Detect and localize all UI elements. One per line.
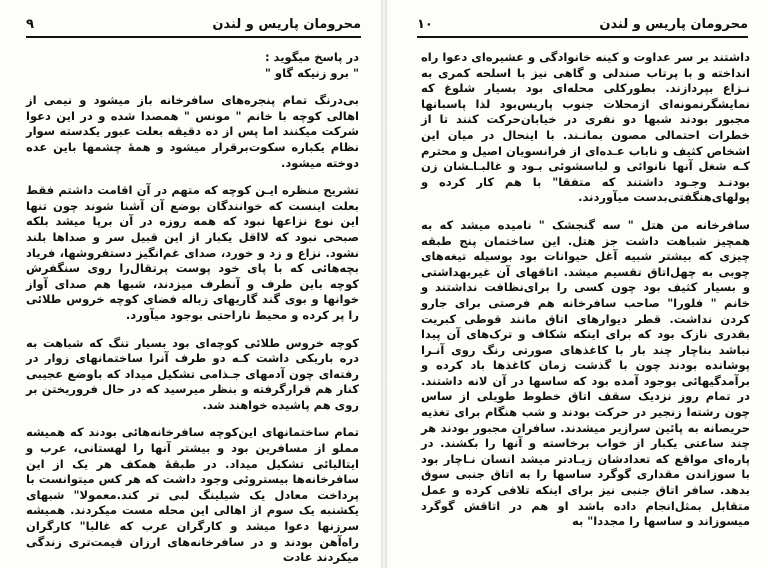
page-header [417,16,748,38]
running-title: محرومان پاریس و لندن [212,17,361,32]
paragraph: " برو زنیکه گاو " [264,65,359,80]
right-page [387,0,768,568]
page-body [421,50,750,568]
paragraph: تمام ساختمانهای این‌کوچه سافرخانه‌هائی بودند که همیشه مملو از مسافرین بود و بیشتر آنها را لهستانی، عرب و ایتالیائی تشکیل میداد. در طبقهٔ همکف هر یک از این سافرخانه‌ها بیستروئی وجود داشت که هر کس میتوانست با پرداخت معادل یک شیلینگ لبی تر کند.معمولا" شبهای یکشنبه یک سوم از اهالی این محله مست میکردند. همیشه سرزنها دعوا میشد و کارگران عرب که غالبا" کارگران راه‌آهن بودند و در سافرخانه‌های ارزان قیمت‌تری زندگی میکردند عادت [26,425,359,565]
page-number: ۱۰ [417,17,433,32]
paragraph: بی‌درنگ تمام پنجره‌های سافرخانه باز میشود و نیمی از اهالی کوچه با خانم " مونس " همصدا شده و در این دعوا شرکت میکنند اما پس از ده دقیقه بعلت عبور یکدسته سوار نظام یکباره سکوت‌برقرار میشود و همهٔ چشمها باین عده دوخته میشود. [26,93,359,170]
paragraph: سافرخانه من هتل " سه گنجشک " نامیده میشد که به همچیز شباهت داشت جز هتل. این ساختمان پنج طبقه چیزی که بیشتر شبیه آغل حیوانات بود بوسیله تیغه‌های چوبی به چهل‌اتاق تقسیم میشد. اتاقهای آن غیربهداشتی و بسیار کثیف بود چون کسی را برای‌نظافت نداشتند و خانم " فلورا" صاحب سافرخانه هم فرصتی برای جارو کردن نداشت. قطر دیوارهای اتاق مانند قوطی کبریت بقدری نازک بود که برای اینکه شکاف و ترک‌های آن پیدا نباشد بناچار چند بار با کاغذهای صورتی رنگ روی آنـرا پوشانده بودند چون با گذشت زمان کاغذها باد کرده و برآمدگیهائی بوجود آمده بود که ساسها در آن لانه داشتند. در تمام روز نزدیک سقف اتاق خطوط طویلی از ساس چون رشته‌ا زنجیر در حرکت بودند و شب هنگام برای تغذیه حریصانه به پائین سرازیر میشدند. سافران مجبور بودند هر چند ساعتی یکبار از خواب برخاسته و آنها را بکشند. در پاره‌ای مواقع که تعدادشان زیـادتر میشد انسان نـاچار بود با سوزاندن مقداری گوگرد ساسها را به اتاق جنبی سوق بدهد. سافر اتاق جنبی نیز برای اینکه تلافی کرده و عمل متقابل بمثل‌انجام داده باشد او هم در اتاقش گوگرد میسوزاند و ساسها را مجددا" به [421,217,750,529]
page-number: ۹ [26,17,34,32]
running-title: محرومان پاریس و لندن [599,17,748,32]
left-page [0,0,381,568]
page-header [26,16,361,38]
paragraph: داشتند بر سر عداوت و کینه خانوادگی و عشیره‌ای دعوا راه انداخته و با پرتاب صندلی و گاهی نیز با اسلحه کمری به نـزاع بپردازند. بطورکلی محله‌ای بود بسیار شلوغ که نمایشگرنمونه‌ای ازمحلات جنوب پاریس‌بود لذا پاسبانها مجبور بودند شبها دو نفری در خیابان‌حرکت کنند تا از خطرات احتمالی مصون بمانـند. با اینحال در میان این اشخاص کثیف و ناباب عـده‌ای از فرانسویان اصیل و محترم کـه شغل آنها نانوائی و لباسشوئی بـود و غالبـاـشان زن بودنـد وجـود داشتند که متفقا" با هم کار کرده و پولهای‌هنگفتی‌بدست میآوردند. [421,50,750,205]
paragraph: تشریح منظره ایـن کوچه که متهم در آن اقامت داشتم فقط بعلت اینست که خوانندگان بوضع آن آشنا شوند چون تنها این نوع نزاعها نبود که همه روزه در آن برپا میشد بلکه صبحی نبود که لااقل یکبار از این قبیل سر و صداها بلند نشود. نزاع و زد و خورد، صدای غم‌انگیز دستفروشها، فریاد بچه‌هائی که با پای خود پوست پرتقال‌را روی سنگفرش کوچه باین طرف و آنطرف میزدند، شبها هم صدای آواز خوانها و بوی گند گاریهای زباله فضای کوچه خروس طلائی را پر کرده و محیط ناراحتی بوجود میآورد. [26,183,359,322]
paragraph: در پاسخ میگوید : [264,50,359,64]
page-body [26,50,359,568]
paragraph: کوچه خروس طلائی کوچه‌ای بود بسیار تنگ که شباهت به دره باریکی داشت کـه دو طرف آنرا ساختمانهای زوار در رفته‌ای چون آدمهای جـذامی تشکیل میداد که باوضع عجیبی کنار هم قرارگرفته و بنظر میرسید که در حال فروریختن بر روی هم پاشیده خواهند شد. [26,335,359,412]
